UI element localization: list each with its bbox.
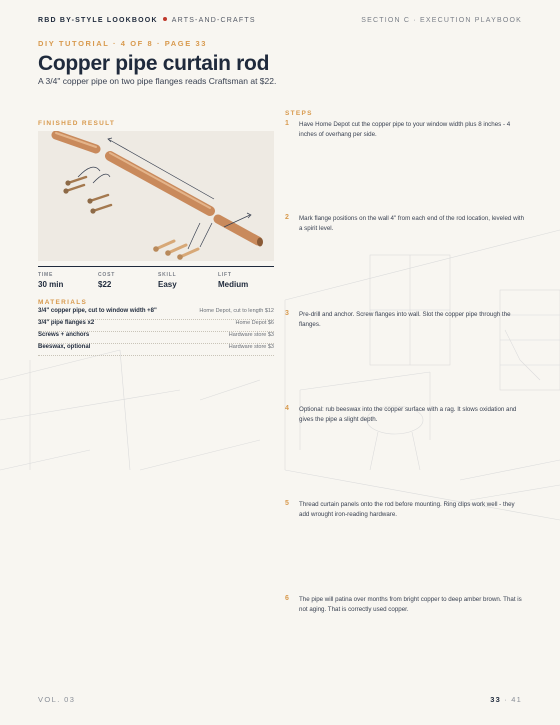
material-name: 3/4" pipe flanges x2 — [38, 320, 95, 326]
spec-value: $22 — [98, 280, 112, 289]
step-5 — [285, 500, 525, 519]
step-text: Thread curtain panels onto the rod before mounting. Ring clips work well - they add wrought iron-reading hardware. — [299, 501, 515, 518]
material-name: Beeswax, optional — [38, 344, 91, 350]
material-row — [38, 320, 274, 332]
materials-list — [38, 308, 274, 356]
step-text: Mark flange positions on the wall 4" from each end of the rod location, leveled with a spirit level. — [299, 215, 525, 232]
step-number: 4 — [285, 405, 289, 412]
finished-result-illustration — [38, 131, 274, 261]
spec-key: COST — [98, 272, 116, 278]
step-number: 2 — [285, 214, 289, 221]
material-source: Home Depot $6 — [235, 320, 274, 326]
finished-result-label: FINISHED RESULT — [38, 120, 116, 127]
spec-strip — [38, 266, 274, 289]
spec-value: 30 min — [38, 280, 64, 289]
spec-key: TIME — [38, 272, 54, 278]
material-row — [38, 344, 274, 356]
total-pages: · 41 — [504, 695, 522, 704]
page-title: Copper pipe curtain rod — [38, 52, 270, 75]
material-source: Hardware store $3 — [228, 344, 274, 350]
material-row — [38, 332, 274, 344]
section-title: SECTION C · EXECUTION PLAYBOOK — [361, 17, 522, 24]
spec-time — [38, 272, 98, 289]
materials-label: MATERIALS — [38, 299, 88, 306]
step-text: The pipe will patina over months from bright copper to deep amber brown. That is not aging. That is correctly used copper. — [299, 596, 522, 613]
material-name: 3/4" copper pipe, cut to window width +8" — [38, 308, 157, 314]
spec-key: LIFT — [218, 272, 232, 278]
brand-dot — [163, 17, 167, 21]
page-header — [38, 17, 522, 29]
step-number: 1 — [285, 120, 289, 127]
step-1 — [285, 120, 525, 139]
step-text: Optional: rub beeswax into the copper surface with a rag. It slows oxidation and gives the pipe a slight depth. — [299, 406, 517, 423]
spec-cost — [98, 272, 158, 289]
step-4 — [285, 405, 525, 424]
spec-value: Easy — [158, 280, 177, 289]
spec-value: Medium — [218, 280, 249, 289]
spec-lift — [218, 272, 274, 289]
step-text: Have Home Depot cut the copper pipe to your window width plus 8 inches - 4 inches of overhang per side. — [299, 121, 511, 138]
steps-label: STEPS — [285, 110, 313, 117]
footer-volume: VOL. 03 — [38, 695, 76, 704]
material-source: Hardware store $3 — [228, 332, 274, 338]
material-source: Home Depot, cut to length $12 — [199, 308, 274, 314]
step-number: 6 — [285, 595, 289, 602]
spec-skill — [158, 272, 218, 289]
step-2 — [285, 214, 525, 233]
step-number: 5 — [285, 500, 289, 507]
style-name: ARTS-AND-CRAFTS — [171, 17, 256, 24]
step-text: Pre-drill and anchor. Screw flanges into wall. Slot the copper pipe through the flanges. — [299, 311, 511, 328]
material-name: Screws + anchors — [38, 332, 90, 338]
material-row — [38, 308, 274, 320]
brand-name: RBD BY-STYLE LOOKBOOK — [38, 17, 158, 24]
tutorial-kicker: DIY TUTORIAL · 4 OF 8 · PAGE 33 — [38, 39, 208, 48]
step-number: 3 — [285, 310, 289, 317]
spec-key: SKILL — [158, 272, 177, 278]
step-3 — [285, 310, 525, 329]
current-page: 33 — [490, 695, 501, 704]
step-6 — [285, 595, 525, 614]
footer-page-number — [490, 695, 522, 704]
page-subtitle: A 3/4" copper pipe on two pipe flanges reads Craftsman at $22. — [38, 76, 277, 86]
